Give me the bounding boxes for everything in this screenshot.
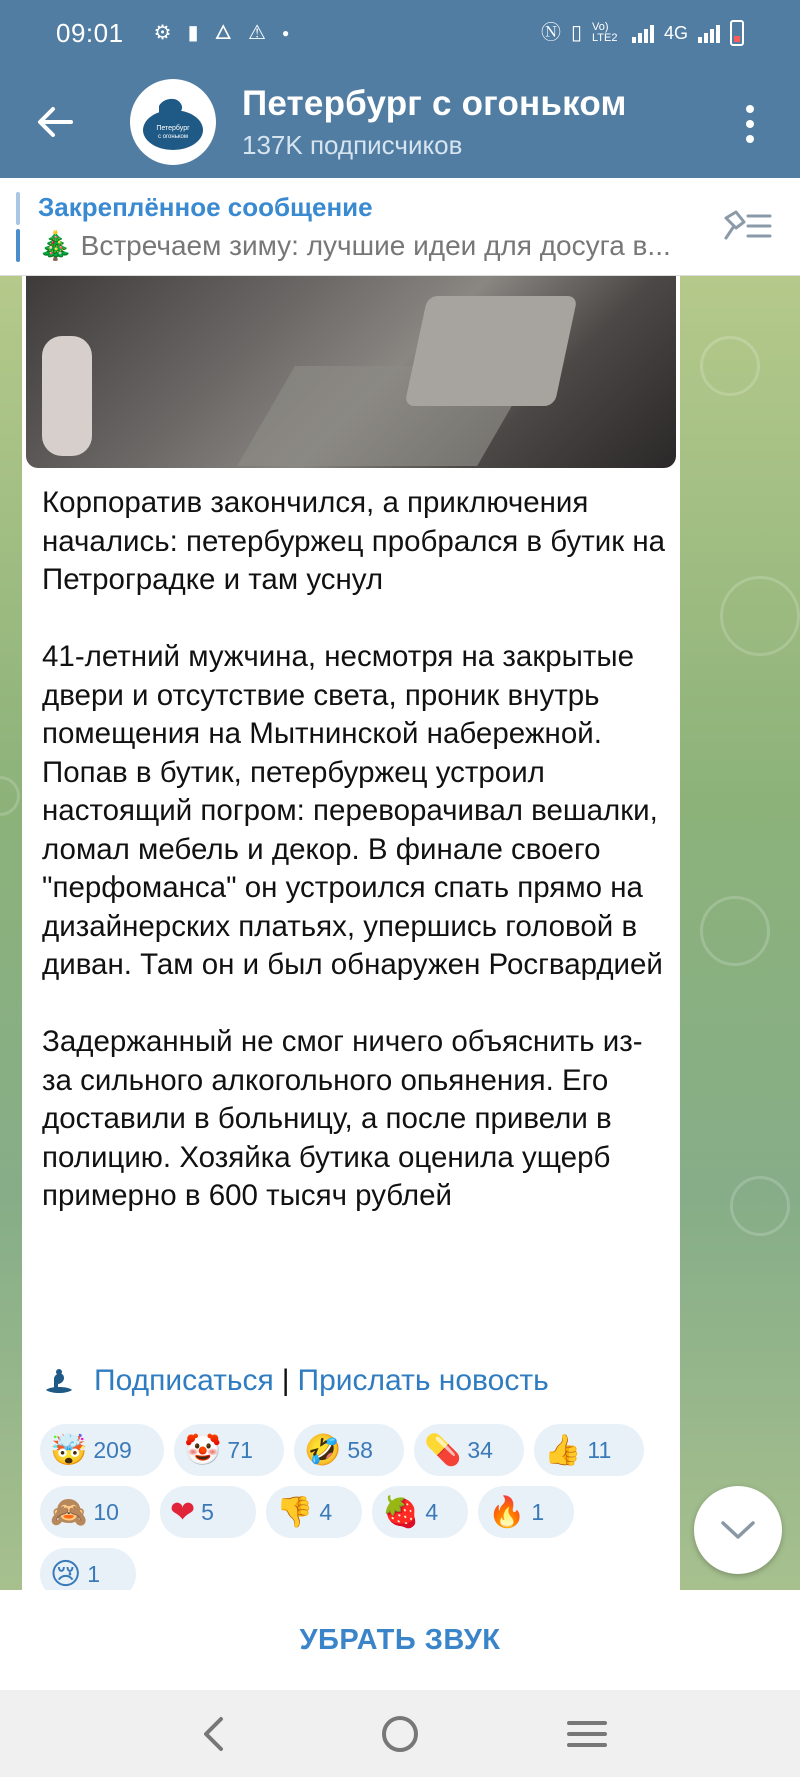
system-nav-bar — [0, 1690, 800, 1777]
reaction-chip[interactable] — [414, 1424, 524, 1476]
signal-icon — [632, 23, 654, 43]
signal-2-icon — [698, 23, 720, 43]
mute-bar[interactable] — [0, 1590, 800, 1690]
post-signature — [42, 1364, 549, 1398]
nav-back-icon — [201, 1716, 225, 1752]
more-dot-icon — [746, 105, 754, 113]
subscriber-count: 137K подписчиков — [242, 129, 463, 160]
channel-title: Петербург с огоньком — [242, 83, 627, 123]
more-dot-icon — [746, 135, 754, 143]
send-news-link[interactable]: Прислать новость — [297, 1364, 549, 1397]
reaction-count: 4 — [319, 1498, 333, 1525]
thumbs-down-icon: 👎 — [276, 1494, 314, 1530]
network-type: 4G — [663, 22, 688, 43]
rofl-icon: 🤣 — [304, 1432, 342, 1468]
nfc-icon: Ⓝ — [540, 22, 561, 44]
nav-home-button[interactable] — [370, 1704, 430, 1764]
see-no-evil-monkey-icon: 🙈 — [50, 1494, 88, 1530]
status-bar — [0, 0, 800, 66]
subscribe-link[interactable]: Подписаться — [94, 1364, 274, 1397]
reaction-count: 1 — [531, 1498, 545, 1525]
nav-recents-icon — [567, 1719, 607, 1749]
reaction-count: 34 — [467, 1436, 493, 1463]
fire-icon: 🔥 — [488, 1494, 526, 1530]
post-photo[interactable] — [26, 276, 676, 468]
vibrate-icon: ▯ — [570, 22, 582, 44]
volte-indicator: Vo) LTE2 — [591, 21, 618, 44]
status-time: 09:01 — [56, 17, 124, 48]
reaction-chip[interactable] — [40, 1486, 150, 1538]
dot-icon: ● — [281, 26, 290, 40]
pinned-indicator — [16, 192, 20, 262]
message-bubble[interactable] — [22, 276, 680, 1590]
pinned-title: Закреплённое сообщение — [38, 191, 373, 222]
reaction-chip[interactable] — [40, 1548, 136, 1590]
heart-icon: ❤ — [170, 1494, 196, 1530]
reaction-chip[interactable] — [40, 1424, 164, 1476]
chevron-down-icon — [720, 1519, 756, 1541]
reaction-chip[interactable] — [294, 1424, 404, 1476]
reaction-chip[interactable] — [372, 1486, 468, 1538]
reaction-count: 1 — [87, 1560, 101, 1587]
reaction-count: 10 — [93, 1498, 119, 1525]
more-dot-icon — [746, 120, 754, 128]
channel-mini-logo-icon — [42, 1364, 76, 1398]
scroll-down-button[interactable] — [694, 1486, 782, 1574]
chat-header — [0, 66, 800, 178]
svg-text:Петербург: Петербург — [156, 125, 190, 132]
pinned-list-button[interactable] — [722, 208, 774, 249]
reaction-chip[interactable] — [266, 1486, 362, 1538]
more-options-button[interactable] — [730, 96, 770, 152]
reaction-chip[interactable] — [534, 1424, 644, 1476]
reaction-chip[interactable] — [174, 1424, 284, 1476]
channel-avatar[interactable] — [130, 79, 216, 165]
exploding-head-icon: 🤯 — [50, 1432, 88, 1468]
svg-text:с огоньком: с огоньком — [158, 134, 188, 140]
reaction-chip[interactable] — [478, 1486, 574, 1538]
reaction-chip[interactable] — [160, 1486, 256, 1538]
status-system-icons — [541, 20, 744, 46]
thumbs-up-icon: 👍 — [544, 1432, 582, 1468]
clown-icon: 🤡 — [184, 1432, 222, 1468]
battery-icon — [730, 20, 744, 46]
chat-background[interactable] — [0, 276, 800, 1590]
gear-icon: ⚙ — [153, 22, 172, 44]
nav-back-button[interactable] — [183, 1704, 243, 1764]
pill-icon: 💊 — [424, 1432, 462, 1468]
reaction-count: 58 — [347, 1436, 373, 1463]
reaction-count: 209 — [93, 1436, 132, 1463]
strawberry-icon: 🍓 — [382, 1494, 420, 1530]
reaction-count: 5 — [201, 1498, 214, 1525]
pinned-message-bar[interactable] — [0, 178, 800, 276]
status-notification-icons — [154, 23, 290, 43]
pinned-preview: 🎄 Встречаем зиму: лучшие идеи для досуга в... — [38, 229, 671, 261]
pin-list-icon — [722, 208, 774, 244]
battery-alert-icon: ▮ — [187, 22, 199, 44]
signature-separator: | — [281, 1364, 290, 1397]
post-text: Корпоратив закончился, а приключения начались: петербуржец пробрался в бутик на Петроградке и там уснул 41-летний мужчина, несмотря на закрытые двери и отсутствие света, проник внутрь помещения на Мытнинской набережной. Попав в бутик, петербуржец устроил настоящий погром: переворачивал вешалки, ломал мебель и декор. В финале своего "перфоманса" он устроился спать прямо на дизайнерских платьях, упершись головой в диван. Там он и был обнаружен Росгвардией Задержанный не смог ничего объяснить из-за сильного алкогольного опьянения. Его доставили в больницу, а после привели в полицию. Хозяйка бутика оценила ущерб примерно в 600 тысяч рублей — [42, 486, 666, 1212]
back-button[interactable] — [0, 66, 110, 178]
crying-face-icon: 😢 — [50, 1556, 82, 1590]
reaction-count: 11 — [587, 1436, 612, 1463]
warning-icon: ⚠ — [248, 22, 266, 44]
flame-icon: 🜂 — [214, 22, 233, 44]
reaction-count: 71 — [227, 1436, 253, 1463]
mute-button[interactable]: УБРАТЬ ЗВУК — [299, 1623, 501, 1656]
arrow-left-icon — [37, 106, 73, 138]
channel-logo-icon — [137, 86, 209, 158]
reaction-count: 4 — [425, 1498, 439, 1525]
nav-recents-button[interactable] — [557, 1704, 617, 1764]
channel-title-block[interactable] — [242, 84, 627, 161]
nav-home-icon — [380, 1714, 420, 1754]
